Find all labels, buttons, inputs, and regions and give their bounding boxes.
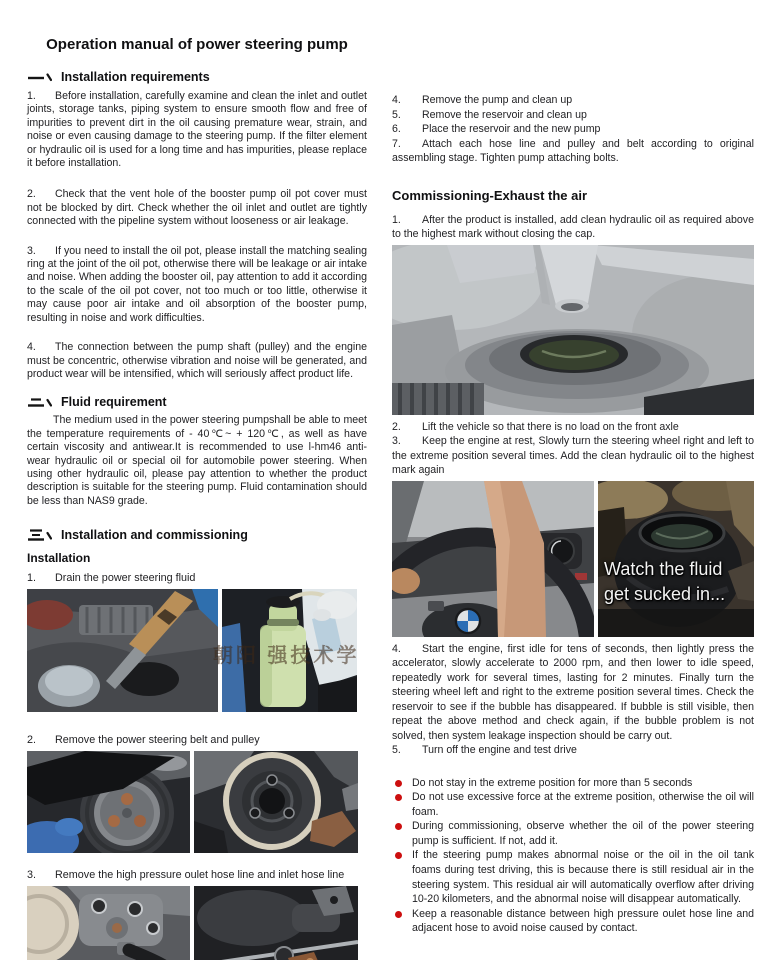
caution-text: During commissioning, observe whether the oil of the power steering pump is sufficient. If not, add it. <box>412 820 754 847</box>
add-oil-photo <box>392 245 754 415</box>
item-text: The connection between the pump shaft (pulley) and the engine must be concentric, otherwise vibration and noise will be generated, and product wear will be intensified, which will seriously affect product life. <box>27 341 367 380</box>
requirement-item-3 <box>27 245 367 325</box>
left-column <box>27 0 367 960</box>
step-number: 4. <box>392 94 401 106</box>
step-text: Start the engine, first idle for tens of seconds, then lightly press the accelerator, slowly accelerate to 2000 rpm, and then lower to idle speed, repeatedly work for several times, lasting for 2 minutes. Finally turn the steering wheel left and right to the extreme position several times. Check the reservoir to see if the bubble has disappeared. If bubble is still visible, then repeat the above method and check again, if the bubble problem is not solved, then system leakage inspection should be carry out. <box>392 642 754 742</box>
section-heading-label: Installation and commissioning <box>61 528 248 543</box>
commissioning-step-4 <box>392 642 754 744</box>
hose-line-photo-1 <box>27 886 190 960</box>
step-text: Drain the power steering fluid <box>55 572 196 585</box>
section-heading-label: Fluid requirement <box>61 395 167 410</box>
install-step-6 <box>392 122 754 137</box>
step-text: Remove the reservoir and clean up <box>422 108 587 121</box>
requirement-item-2 <box>27 188 367 228</box>
install-step-2-caption <box>27 734 367 747</box>
step-number: 2. <box>392 420 401 433</box>
step-text: Attach each hose line and pulley and belt according to original assembling stage. Tighten pump attaching bolts. <box>392 137 754 164</box>
engine-bay-drain-illustration <box>27 589 218 712</box>
page-title: Operation manual of power steering pump <box>46 36 348 53</box>
requirement-item-4 <box>27 341 367 381</box>
drain-fluid-photo-1 <box>27 589 218 712</box>
red-bullet-icon <box>395 780 402 787</box>
step-text: Turn off the engine and test drive <box>422 744 577 756</box>
item-text: If you need to install the oil pot, please install the matching sealing ring at the joint of the oil pot, otherwise there will be leakage or air intake and noise. When adding the booster oil, pay attention to add it according to the scale of the oil pot cover, not too much or too little, otherwise it may cause poor air intake and oil absorption of the booster pump, resulting in noise and work difficulties. <box>27 244 367 324</box>
pulley-belt-illustration <box>27 751 190 853</box>
installation-subheading: Installation <box>27 551 91 566</box>
red-bullet-icon <box>395 852 402 859</box>
pour-oil-illustration <box>392 245 754 415</box>
section-heading-label: Installation requirements <box>61 70 210 84</box>
install-step-7 <box>392 137 754 166</box>
step-number: 1. <box>27 572 37 585</box>
belt-pulley-photo-2 <box>194 751 358 853</box>
chinese-numeral-one-icon <box>27 71 52 84</box>
step-number: 2. <box>27 734 37 747</box>
item-number: 1. <box>27 90 36 102</box>
red-bullet-icon <box>395 794 402 801</box>
driver-turning-wheel-illustration <box>392 481 594 637</box>
red-bullet-icon <box>395 911 402 918</box>
steering-wheel-photo-row <box>392 481 754 637</box>
item-text: Before installation, carefully examine and clean the inlet and outlet joints, storage tanks, piping system to ensure smooth flow and free of impurities to prevent dirt in the oil causing premature wear, strain, and noise or even causing damage to the steering pump. If the filter element or hydraulic oil is used for a long time and has impurities, please replace it before installation. <box>27 90 367 170</box>
steering-wheel-photo <box>392 481 594 637</box>
chinese-numeral-three-icon <box>27 528 52 542</box>
belt-pulley-photo-row <box>27 751 367 853</box>
section-heading-installation-requirements <box>27 70 367 84</box>
step-number: 5. <box>392 108 401 121</box>
commissioning-step-2 <box>392 420 754 435</box>
caution-item <box>392 776 754 791</box>
step-number: 6. <box>392 123 401 135</box>
step-number: 1. <box>392 213 401 226</box>
caution-list <box>392 776 754 937</box>
item-number: 4. <box>27 341 36 354</box>
watermark-text: 朝阳 强技术学 <box>213 645 360 668</box>
step-number: 4. <box>392 642 401 655</box>
overlay-line-2: get sucked in... <box>604 583 726 604</box>
belt-pulley-photo-1 <box>27 751 190 853</box>
caution-item <box>392 907 754 936</box>
caution-text: If the steering pump makes abnormal noise or the oil in the oil tank foams during test driving, this is because there is still residual air in the steering system. This residual air will automatically overflow after driving 10-20 kilometers, and the abnormal noise will disappear automatically. <box>412 849 754 906</box>
pump-dark-view-illustration <box>194 886 358 960</box>
photo-overlay-caption <box>604 557 754 607</box>
caution-text: Do not use excessive force at the extreme position, otherwise the oil will foam. <box>412 791 754 818</box>
drain-fluid-photo-row <box>27 589 367 712</box>
step-text: Place the reservoir and the new pump <box>422 123 601 135</box>
commissioning-step-1 <box>392 213 754 242</box>
install-step-1-caption <box>27 572 367 585</box>
install-step-5 <box>392 108 754 123</box>
step-number: 5. <box>392 744 401 756</box>
step-text: Lift the vehicle so that there is no load on the front axle <box>422 420 679 433</box>
commissioning-step-5 <box>392 743 754 758</box>
step-text: Remove the power steering belt and pulley <box>55 734 260 747</box>
install-step-3-caption <box>27 869 367 882</box>
section-heading-fluid-requirement <box>27 395 367 409</box>
caution-item <box>392 819 754 848</box>
step-number: 3. <box>392 435 401 447</box>
commissioning-step-3 <box>392 434 754 478</box>
step-number: 7. <box>392 137 401 150</box>
caution-item <box>392 848 754 906</box>
step-text: Remove the high pressure oulet hose line and inlet hose line <box>55 869 345 882</box>
chinese-numeral-two-icon <box>27 396 52 409</box>
red-bullet-icon <box>395 823 402 830</box>
fluid-requirement-paragraph: The medium used in the power steering pumpshall be able to meet the temperature requirements of - 40℃~ + 120℃, as well as have certain viscosity and antiwear.It is recommended to use l-hm46 anti-wear hydraulic oil or special oil for automobile power steering. When using other hydraulic oil, please pay attention to whether the product description is suitable for the steering pump. Fluid contamination should be less than NAS9 grade. <box>27 414 367 507</box>
commissioning-heading: Commissioning-Exhaust the air <box>392 187 588 203</box>
right-column <box>392 0 754 936</box>
hose-line-photo-row <box>27 886 367 960</box>
step-text: After the product is installed, add clean hydraulic oil as required above to the highest mark without closing the cap. <box>392 213 754 240</box>
pulley-closeup-illustration <box>194 751 358 853</box>
overlay-line-1: Watch the fluid <box>604 558 723 579</box>
section-heading-installation-commissioning <box>27 528 367 542</box>
step-number: 3. <box>27 869 37 882</box>
caution-item <box>392 790 754 819</box>
requirement-item-1 <box>27 90 367 170</box>
item-number: 3. <box>27 244 36 257</box>
install-step-4 <box>392 93 754 108</box>
caution-text: Do not stay in the extreme position for more than 5 seconds <box>412 776 693 789</box>
step-text: Keep the engine at rest, Slowly turn the steering wheel right and left to the extreme position several times. Add the clean hydraulic oil to the highest mark again <box>392 435 754 476</box>
item-text: Check that the vent hole of the booster pump oil pot cover must not be blocked by dirt. Check whether the oil inlet and outlet are tightly connected with the pipeline system without looseness or air leakage. <box>27 188 367 228</box>
caution-text: Keep a reasonable distance between high pressure oulet hose line and adjacent hose to avoid noise caused by contact. <box>412 907 754 935</box>
step-text: Remove the pump and clean up <box>422 94 573 106</box>
hose-line-photo-2 <box>194 886 358 960</box>
item-number: 2. <box>27 188 36 201</box>
pump-hose-illustration <box>27 886 190 960</box>
